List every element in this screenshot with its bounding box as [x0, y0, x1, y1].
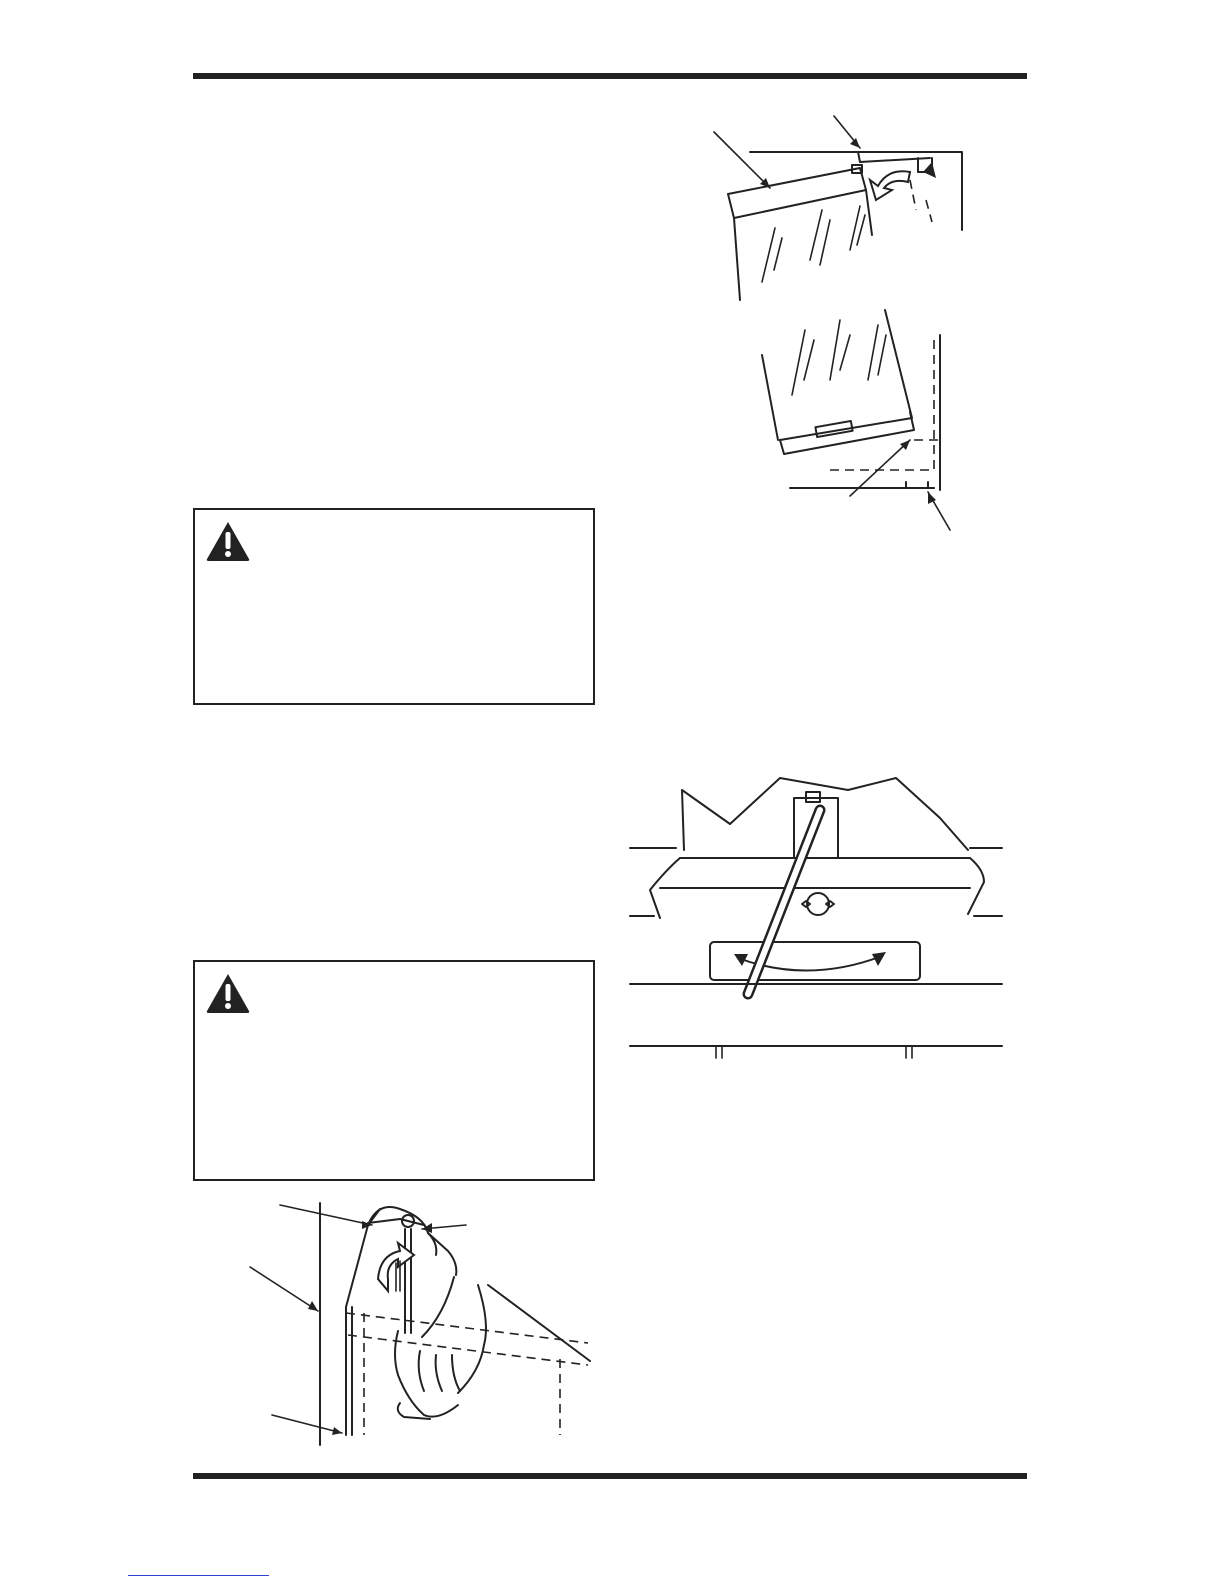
burner-screw-rotation-figure — [630, 770, 1010, 1070]
footer-link-underline — [128, 1575, 269, 1576]
warning-triangle-icon — [205, 972, 251, 1014]
warning-triangle-icon — [205, 520, 251, 562]
hand-removing-glass-figure — [248, 1195, 598, 1455]
header-rule — [193, 73, 1027, 79]
warning-box-2 — [193, 960, 595, 1181]
warning-box-1 — [193, 508, 595, 705]
footer-rule — [193, 1473, 1027, 1479]
glass-frame-removal-figure — [700, 110, 980, 530]
